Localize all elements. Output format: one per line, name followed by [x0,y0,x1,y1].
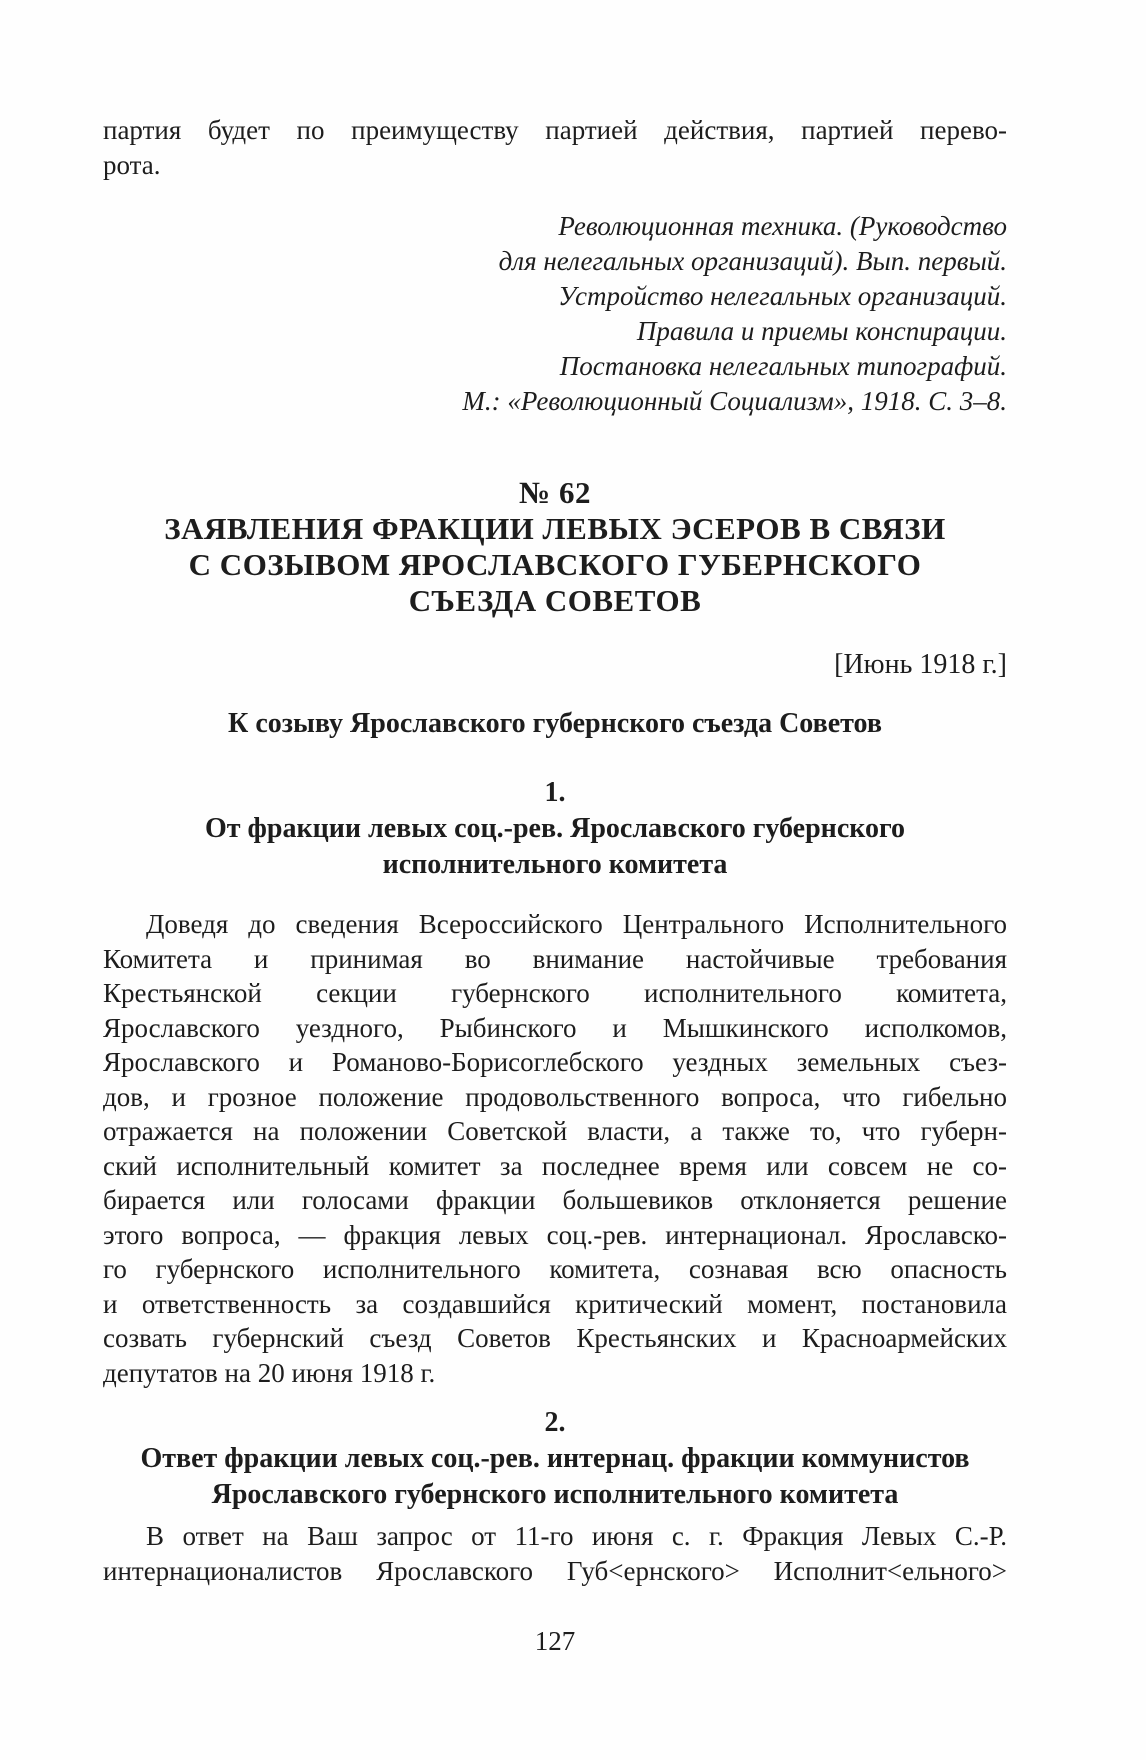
section1-body-line: депутатов на 20 июня 1918 г. [103,1357,436,1388]
section2-heading-text [103,1441,1007,1513]
document-title-line: С СОЗЫВОМ ЯРОСЛАВСКОГО ГУБЕРНСКОГО [188,547,922,582]
document-header [103,475,1007,619]
document-title-line: СЪЕЗДА СОВЕТОВ [408,583,702,618]
document-title-line: ЗАЯВЛЕНИЯ ФРАКЦИИ ЛЕВЫХ ЭСЕРОВ В СВЯЗИ [164,511,946,546]
document-number: № 62 [519,475,591,510]
section1-body-line: Комитета и принимая во внимание настойчивые требования [103,943,1007,974]
section1-body-line: Доведя до сведения Всероссийского Центрального Исполнительного [146,909,1007,939]
citation-line: для нелегальных организаций). Вып. первый. [498,246,1007,276]
section1-body-line: го губернского исполнительного комитета, сознавая всю опасность [103,1254,1007,1284]
source-citation [103,209,1007,419]
section2-body-line: В ответ на Ваш запрос от 11-го июня с. г. Фракция Левых С.-Р. [146,1521,1007,1551]
document-subtitle: К созыву Ярославского губернского съезда Советов [228,708,882,739]
section2-heading-line: Ответ фракции левых соц.-рев. интернац. фракции коммунистов [140,1443,970,1474]
section1-body-line: этого вопроса, — фракция левых соц.-рев. интернационал. Ярославско- [103,1219,1007,1250]
citation-line: Революционная техника. (Руководство [558,211,1007,241]
section1-body-line: и ответственность за создавшийся критический момент, постановила [103,1288,1007,1319]
citation-line: Постановка нелегальных типографий. [559,351,1007,381]
page-number: 127 [534,1626,576,1656]
section1-body-line: дов, и грозное положение продовольственного вопроса, что гибельно [103,1081,1007,1112]
section2-body-line: интернационалистов Ярославского Губ<ернского> Исполнит<ельного> [103,1555,1007,1586]
section2-heading-line: Ярославского губернского исполнительного комитета [211,1479,899,1510]
section1-number: 1. [544,777,566,808]
section2-number: 2. [544,1407,566,1438]
section1-body-line: ский исполнительный комитет за последнее время или совсем не со- [103,1150,1007,1181]
section1-body-line: созвать губернский съезд Советов Крестьянских и Красноармейских [103,1323,1007,1353]
section1-heading [103,775,1007,883]
document-date: [Июнь 1918 г.] [834,649,1007,680]
citation-line: М.: «Революционный Социализм», 1918. С. 3–8. [462,386,1007,416]
section1-body-line: Ярославского уездного, Рыбинского и Мышкинского исполкомов, [103,1012,1007,1043]
section1-heading-text [103,811,1007,883]
section2-heading [103,1405,1007,1513]
citation-line: Устройство нелегальных организаций. [558,281,1007,311]
section2-paragraph [103,1519,1007,1588]
document-title [103,511,1007,619]
section1-heading-line: исполнительного комитета [382,849,728,880]
intro-line: партия будет по преимуществу партией действия, партией перево- [103,115,1007,145]
intro-paragraph [103,113,1007,183]
section1-body-line: Ярославского и Романово-Борисоглебского уездных земельных съез- [103,1047,1007,1077]
section1-body-line: Крестьянской секции губернского исполнительного комитета, [103,978,1007,1008]
section1-body-line: отражается на положении Советской власти, а также то, что губерн- [103,1116,1007,1146]
section1-body-line: бирается или голосами фракции большевиков отклоняется решение [103,1185,1007,1215]
citation-line: Правила и приемы конспирации. [636,316,1007,346]
section1-paragraph [103,907,1007,1390]
section1-heading-line: От фракции левых соц.-рев. Ярославского губернского [204,813,906,844]
intro-line: рота. [103,150,161,180]
